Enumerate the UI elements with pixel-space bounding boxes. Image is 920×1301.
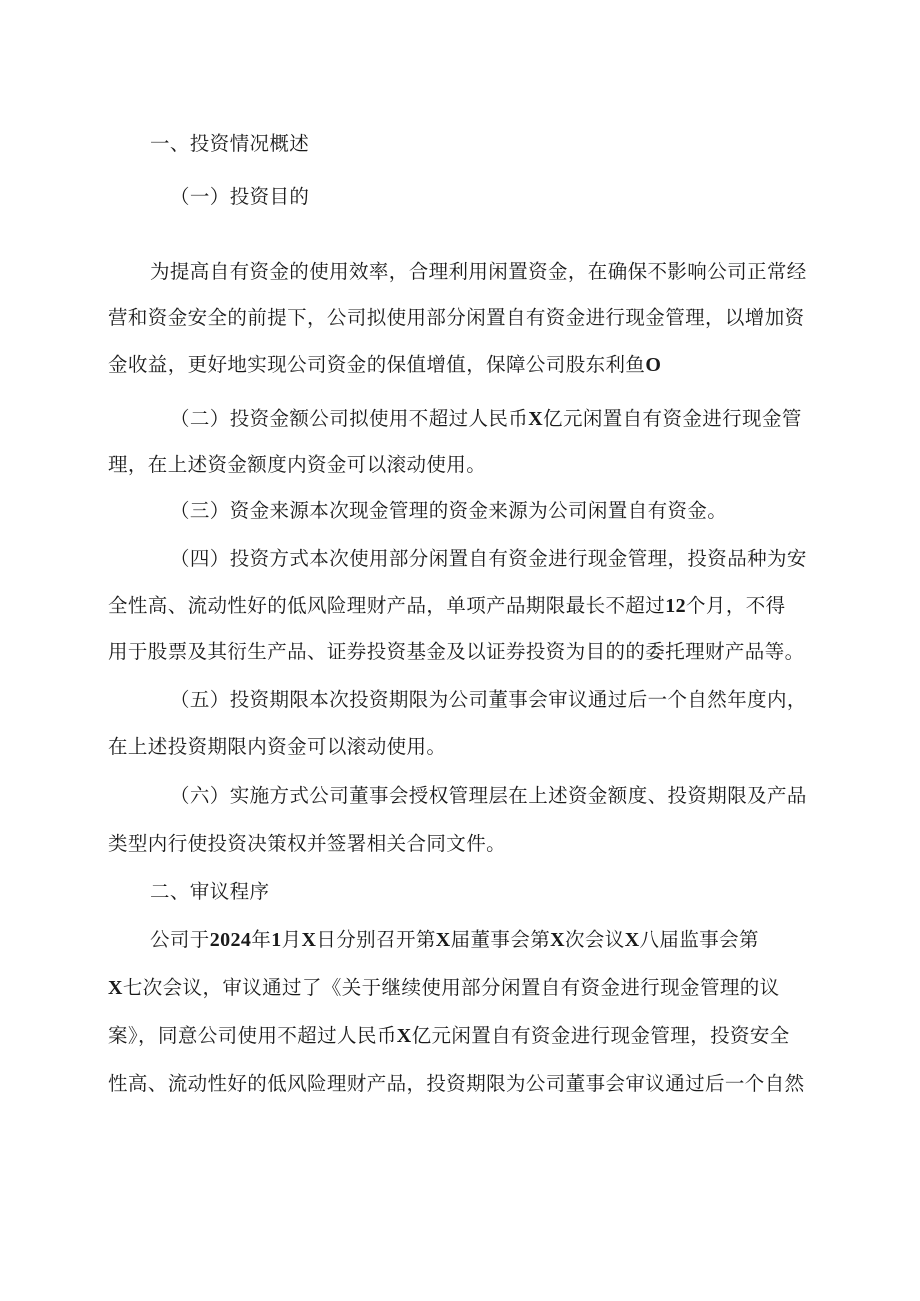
subheading-investment-purpose: （一）投资目的 [170, 185, 310, 208]
paragraph-7-line-2 [108, 974, 780, 1002]
p7-x4: X [624, 929, 640, 951]
p7-x2: X [435, 929, 451, 951]
p4-text-b: 个月，不得 [686, 594, 786, 617]
paragraph-4-line-1: （四）投资方式本次使用部分闲置自有资金进行现金管理，投资品种为安 [170, 547, 807, 570]
p7-x5: X [108, 977, 123, 999]
paragraph-5-line-1: （五）投资期限本次投资期限为公司董事会审议通过后一个自然年度内， [170, 688, 807, 711]
p7-x6: X [396, 1025, 412, 1047]
p7-month: 1 [271, 929, 282, 951]
paragraph-4-line-2 [108, 592, 786, 620]
paragraph-5-line-2: 在上述投资期限内资金可以滚动使用。 [108, 735, 447, 758]
p2-x: X [528, 408, 544, 430]
paragraph-1-line-3 [108, 351, 661, 379]
p7-line-3-text-a: 案》，同意公司使用不超过人民币 [108, 1024, 397, 1047]
paragraph-2-line-2: 理，在上述资金额度内资金可以滚动使用。 [108, 453, 487, 476]
p2-text-b: 亿元闲置自有资金进行现金管 [543, 407, 802, 430]
paragraph-1-line-2: 营和资金安全的前提下，公司拟使用部分闲置自有资金进行现金管理，以增加资 [108, 306, 805, 329]
p7-text-g: 八届监事会第 [639, 928, 759, 951]
section-heading-1: 一、投资情况概述 [150, 132, 310, 155]
section-heading-2: 二、审议程序 [150, 880, 270, 903]
paragraph-4-line-3: 用于股票及其衍生产品、证券投资基金及以证券投资为目的的委托理财产品等。 [108, 640, 805, 663]
p7-text-f: 次会议 [564, 928, 625, 951]
p7-text-d: 日分别召开第 [316, 928, 436, 951]
p7-line-3-text-b: 亿元闲置自有资金进行现金管理，投资安全 [411, 1024, 790, 1047]
p7-text-a: 公司于 [150, 928, 210, 951]
p7-text-b: 年 [251, 928, 272, 951]
paragraph-7-line-1 [150, 926, 759, 954]
p7-x3: X [550, 929, 565, 951]
p4-text-a: 全性高、流动性好的低风险理财产品，单项产品期限最长不超过 [108, 594, 666, 617]
p7-text-e: 届董事会第 [450, 928, 551, 951]
paragraph-1-line-3-end: O [645, 354, 662, 376]
paragraph-7-line-3 [108, 1022, 790, 1050]
paragraph-6-line-1: （六）实施方式公司董事会授权管理层在上述资金额度、投资期限及产品 [170, 784, 807, 807]
paragraph-1-line-1: 为提高自有资金的使用效率，合理利用闲置资金，在确保不影响公司正常经 [150, 260, 807, 283]
p2-text-a: （二）投资金额公司拟使用不超过人民币 [170, 407, 529, 430]
p7-year: 2024 [209, 929, 252, 951]
paragraph-7-line-4: 性高、流动性好的低风险理财产品，投资期限为公司董事会审议通过后一个自然 [108, 1072, 805, 1095]
p7-line-2-text: 七次会议，审议通过了《关于继续使用部分闲置自有资金进行现金管理的议 [122, 976, 780, 999]
p7-text-c: 月 [281, 928, 302, 951]
paragraph-6-line-2: 类型内行使投资决策权并签署相关合同文件。 [108, 832, 507, 855]
paragraph-1-line-3-text: 金收益，更好地实现公司资金的保值增值，保障公司股东利鱼 [108, 353, 646, 376]
paragraph-2-line-1 [170, 405, 802, 433]
p7-x1: X [301, 929, 317, 951]
p4-number: 12 [665, 595, 687, 617]
paragraph-3-line-1: （三）资金来源本次现金管理的资金来源为公司闲置自有资金。 [170, 499, 728, 522]
